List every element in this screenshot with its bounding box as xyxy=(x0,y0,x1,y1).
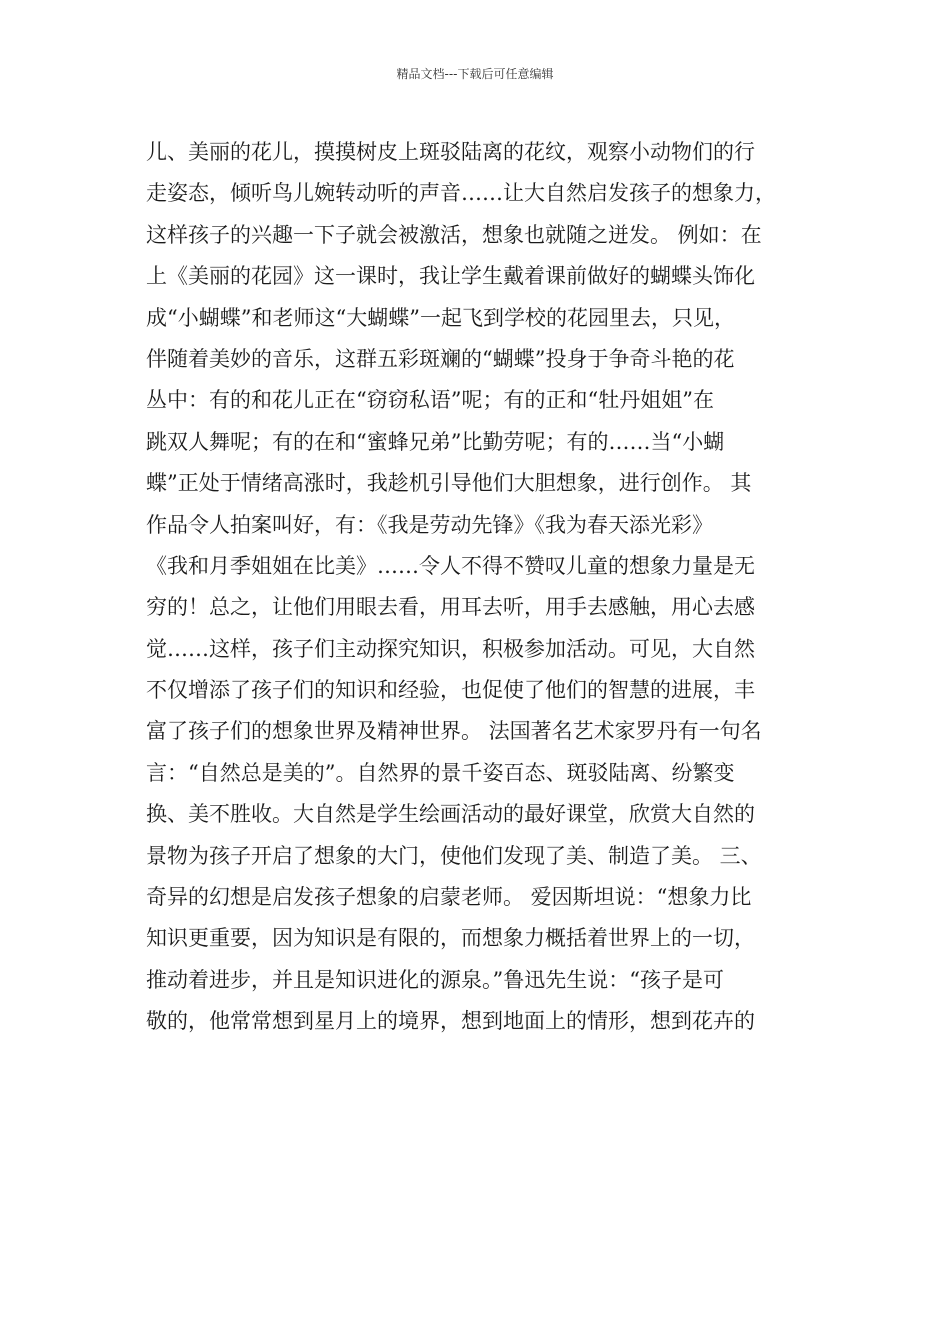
text-line: 蝶”正处于情绪高涨时，我趁机引导他们大胆想象，进行创作。 其 xyxy=(146,471,752,496)
text-line: 跳双人舞呢；有的在和“蜜蜂兄弟”比勤劳呢；有的……当“小蝴 xyxy=(146,429,725,454)
text-line: 知识更重要，因为知识是有限的，而想象力概括着世界上的一切， xyxy=(146,926,755,951)
text-line: 成“小蝴蝶”和老师这“大蝴蝶”一起飞到学校的花园里去，只见， xyxy=(146,305,735,330)
text-line: 觉……这样，孩子们主动探究知识，积极参加活动。可见，大自然 xyxy=(146,636,755,661)
text-line: 儿、美丽的花儿，摸摸树皮上斑驳陆离的花纹，观察小动物们的行 xyxy=(146,140,755,164)
text-line: 穷的！总之，让他们用眼去看，用耳去听，用手去感触，用心去感 xyxy=(146,595,755,620)
text-line: 富了孩子们的想象世界及精神世界。 法国著名艺术家罗丹有一句名 xyxy=(146,719,762,744)
text-line: 景物为孩子开启了想象的大门，使他们发现了美、制造了美。 三、 xyxy=(146,843,762,868)
text-line: 丛中：有的和花儿正在“窃窃私语”呢；有的正和“牡丹姐姐”在 xyxy=(146,388,714,413)
text-line: 换、美不胜收。大自然是学生绘画活动的最好课堂，欣赏大自然的 xyxy=(146,802,755,827)
text-line: 奇异的幻想是启发孩子想象的启蒙老师。 爱因斯坦说：“想象力比 xyxy=(146,885,752,910)
text-line: 推动着进步，并且是知识进化的源泉。”鲁迅先生说：“孩子是可 xyxy=(146,967,724,992)
text-line: 上《美丽的花园》这一课时，我让学生戴着课前做好的蝴蝶头饰化 xyxy=(146,264,755,289)
text-line: 这样孩子的兴趣一下子就会被激活，想象也就随之迸发。 例如：在 xyxy=(146,222,762,247)
text-line: 伴随着美妙的音乐，这群五彩斑斓的“蝴蝶”投身于争奇斗艳的花 xyxy=(146,346,735,371)
text-line: 敬的，他常常想到星月上的境界，想到地面上的情形，想到花卉的 xyxy=(146,1009,755,1034)
text-line: 走姿态，倾听鸟儿婉转动听的声音……让大自然启发孩子的想象力， xyxy=(146,181,776,206)
page-header: 精品文档---下载后可任意编辑 xyxy=(396,67,554,81)
text-line: 《我和月季姐姐在比美》……令人不得不赞叹儿童的想象力量是无 xyxy=(146,553,755,578)
text-line: 不仅增添了孩子们的知识和经验，也促使了他们的智慧的进展，丰 xyxy=(146,678,755,703)
document-body xyxy=(146,132,826,1043)
text-line: 作品令人拍案叫好，有：《我是劳动先锋》《我为春天添光彩》 xyxy=(146,512,713,537)
text-line: 言：“自然总是美的”。自然界的景千姿百态、斑驳陆离、纷繁变 xyxy=(146,760,735,785)
